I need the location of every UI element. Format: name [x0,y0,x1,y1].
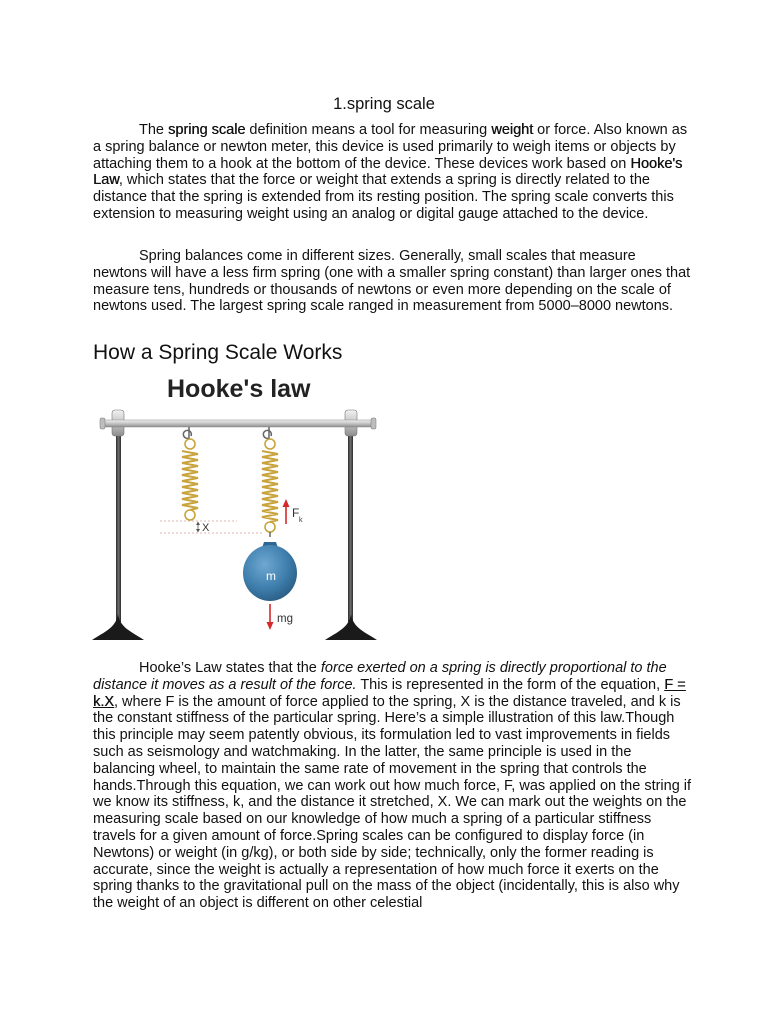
stand-left [92,410,144,640]
gravity-arrow-mg [267,604,274,630]
extension-marker [160,521,264,533]
italic-statement: force exerted on a spring is directly proportional to the distance it moves as a result of the force. [93,660,667,693]
highlight-hookes-law: Hooke's Law [93,155,683,189]
label-fk-subscript: k [299,517,303,524]
hookes-law-figure [92,372,382,644]
section-heading: How a Spring Scale Works [93,341,343,364]
stand-right [325,410,377,640]
label-mass: m [266,569,276,583]
hookes-law-illustration [92,372,382,644]
text-run: definition means a tool for measuring [245,122,492,138]
highlight-weight: weight [491,122,534,138]
equation: F = k.X [93,676,686,710]
text-run: , which states that the force or weight that extends a spring is directly related to the distance that the spring is extended from its resting position. The spring scale converts this extension to measuring weight using an analog or digital gauge attached to the device. [93,172,674,222]
paragraph-spring-scale-definition [93,122,693,223]
paragraph-hookes-law [93,660,693,912]
text-run: The [139,122,169,138]
label-x: X [202,522,210,534]
text-run: , where F is the amount of force applied to the spring, X is the distance traveled, and k is the constant stiffness of the particular spring. Here’s a simple illustration of this law.Though this principle may seem patently obvious, its formulation led to vast improvements in fields such as seismology and watchmaking. In the latter, the same principle is used in the balancing wheel, to maintain the same rate of movement in the spring that controls the hands.Through this equation, we can work out how much force, F, was applied on the string if we know its stiffness, k, and the distance it stretched, X. We can mark out the weights on the measuring scale based on our knowledge of how much a spring of a particular stiffness travels for a given amount of force.Spring scales can be configured to display force (in Newtons) or weight (in g/kg), or both side by side; technically, only the former reading is accurate, since the weight is actually a representation of how much force it exerts on the spring thanks to the gravitational pull on the mass of the object (incidentally, this is also why the weight of an object is different on other celestial [93,693,692,912]
text-run: This is represented in the form of the equation, [356,676,665,693]
crossbar [100,418,376,429]
spring-unloaded [182,427,198,520]
label-mg: mg [277,613,293,625]
figure-title: Hooke's law [167,375,311,403]
document-title: 1.spring scale [333,95,435,113]
text-run: Hooke’s Law states that the [139,660,321,676]
force-arrow-fk [283,499,290,524]
label-fk: F [292,506,300,520]
spring-loaded [262,427,278,537]
highlight-spring-scale: spring scale [168,122,246,138]
text-run: or force. Also known as a spring balance or newton meter, this device is used primarily to weigh items or objects by attaching them to a hook at the bottom of the device. These devices work based on [93,122,688,172]
paragraph-spring-balance-sizes: Spring balances come in different sizes. Generally, small scales that measure newtons will have a less firm spring (one with a smaller spring constant) than larger ones that measure tens, hundreds or thousands of newtons or even more depending on the scale of newtons used. The largest spring scale ranged in measurement from 5000–8000 newtons. [93,248,691,315]
